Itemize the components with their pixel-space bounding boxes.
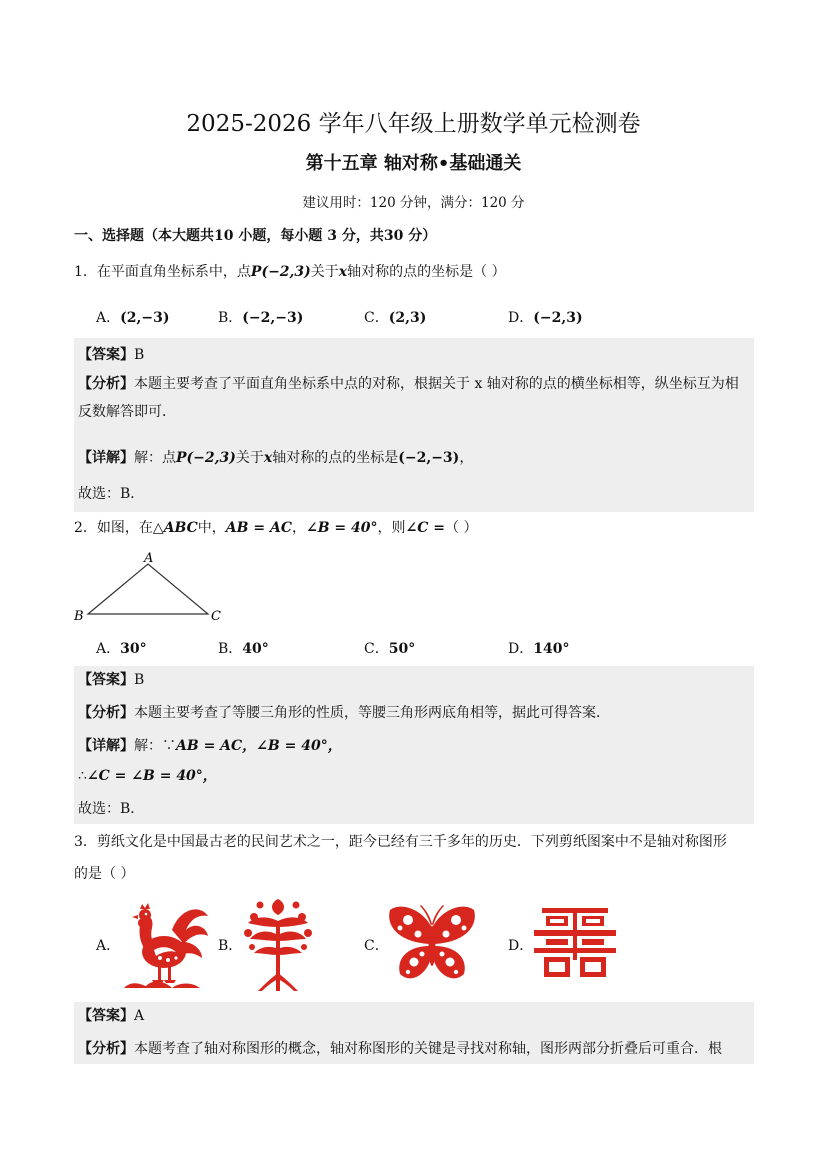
butterfly-papercut-image[interactable] — [386, 902, 478, 986]
vertex-a-label: A — [144, 551, 154, 566]
question-3-stem-line2: 的是（ ） — [74, 866, 135, 882]
q2-option-c[interactable]: C．50° — [364, 641, 416, 657]
q1-option-b[interactable]: B．(−2,−3) — [218, 310, 304, 326]
q3-answer-box — [74, 1002, 754, 1064]
q1-answer: 【答案】B — [78, 347, 145, 363]
document-title: 2025-2026 学年八年级上册数学单元检测卷 — [186, 111, 641, 137]
q1-option-d[interactable]: D．(−2,3) — [508, 310, 583, 326]
q3-option-a-label[interactable]: A． — [96, 938, 121, 954]
q2-detail-line2: ∴∠C = ∠B = 40°， — [78, 768, 217, 784]
document-subtitle: 第十五章 轴对称•基础通关 — [305, 153, 522, 174]
vertex-b-label: B — [74, 609, 84, 624]
triangle-figure — [72, 548, 232, 626]
q2-option-d[interactable]: D．140° — [508, 641, 570, 657]
time-score-info: 建议用时：120 分钟，满分：120 分 — [302, 195, 525, 211]
q3-analysis: 【分析】本题考查了轴对称图形的概念，轴对称图形的关键是寻找对称轴，图形两部分折叠后可重合．根 — [78, 1041, 722, 1057]
q2-answer: 【答案】B — [78, 672, 145, 688]
q1-answer-box — [74, 338, 754, 512]
tree-papercut-image[interactable] — [240, 893, 316, 993]
q2-answer-box — [74, 666, 754, 824]
q2-option-b[interactable]: B．40° — [218, 641, 269, 657]
vertex-c-label: C — [211, 609, 221, 624]
q1-option-a[interactable]: A．(2,−3) — [96, 310, 170, 326]
section-heading: 一、选择题（本大题共10 小题，每小题 3 分，共30 分） — [74, 228, 437, 244]
question-1-stem: 1．在平面直角坐标系中，点P(−2,3)关于x轴对称的点的坐标是（ ） — [74, 264, 506, 280]
question-3-stem-line1: 3．剪纸文化是中国最古老的民间艺术之一，距今已经有三千多年的历史．下列剪纸图案中不是轴对称图形 — [74, 834, 727, 850]
q2-choose: 故选：B． — [78, 801, 145, 817]
q3-option-c-label[interactable]: C． — [364, 938, 389, 954]
q1-choose: 故选：B． — [78, 486, 145, 502]
q2-option-a[interactable]: A．30° — [96, 641, 147, 657]
question-1-options — [96, 307, 776, 329]
q3-option-b-label[interactable]: B． — [218, 938, 243, 954]
q1-point: P(−2,3) — [250, 264, 311, 280]
question-2-options — [96, 638, 776, 660]
q3-answer: 【答案】A — [78, 1008, 145, 1024]
question-2-stem: 2．如图，在△ABC中，AB = AC，∠B = 40°，则∠C =（ ） — [74, 520, 478, 536]
double-happiness-papercut-image[interactable] — [532, 906, 618, 980]
q2-detail-line1: 【详解】解：∵AB = AC，∠B = 40°， — [78, 738, 342, 754]
rooster-papercut-image[interactable] — [120, 900, 212, 992]
triangle-abc — [88, 564, 208, 614]
q3-option-d-label[interactable]: D． — [508, 938, 534, 954]
q2-analysis: 【分析】本题主要考查了等腰三角形的性质，等腰三角形两底角相等，据此可得答案． — [78, 705, 610, 721]
q1-analysis: 【分析】本题主要考查了平面直角坐标系中点的对称，根据关于 x 轴对称的点的横坐标相等，纵坐标互为相反数解答即可． — [78, 376, 739, 420]
q1-option-c[interactable]: C．(2,3) — [364, 310, 427, 326]
q1-detail: 【详解】解：点P(−2,3)关于x轴对称的点的坐标是(−2,−3)， — [78, 450, 474, 466]
